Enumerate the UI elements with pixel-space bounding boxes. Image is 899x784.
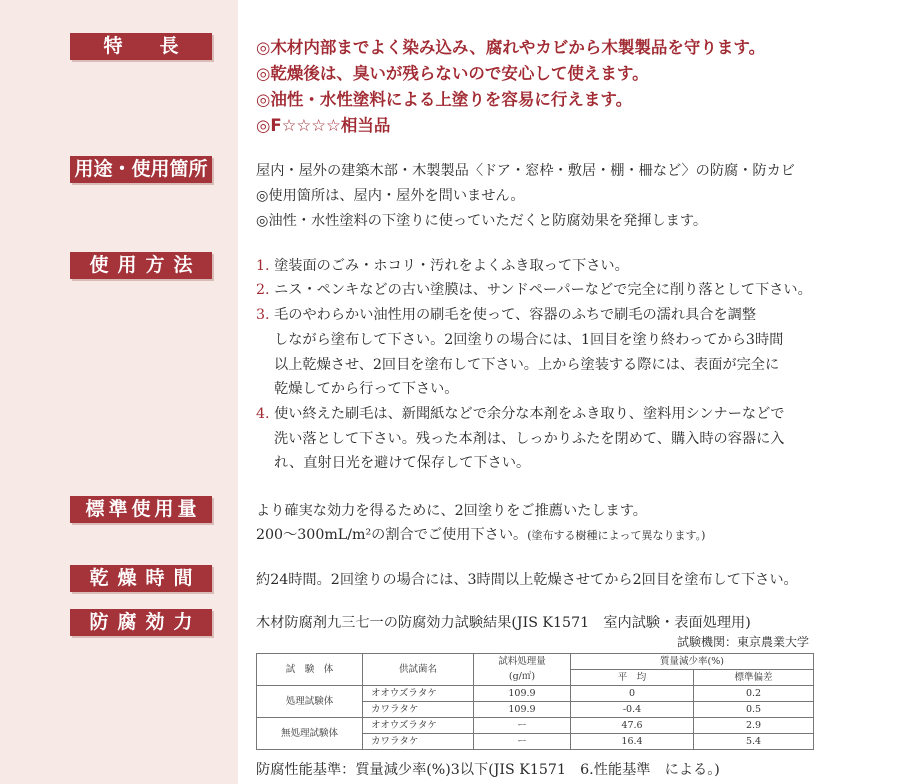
method-step-1 (256, 255, 629, 275)
header-loss: 質量減少率(%) (571, 654, 814, 670)
amount-cell: ー (474, 734, 571, 750)
step-text: 乾燥してから行って下さい。 (274, 381, 459, 397)
step-number: 3. (256, 307, 270, 323)
step-number: 4. (256, 406, 270, 422)
usage-label: 用途・使用箇所 (70, 156, 212, 183)
sd-cell: 0.5 (694, 702, 814, 718)
step-text: ニス・ペンキなどの古い塗膜は、サンドペーパーなどで完全に削り落として下さい。 (274, 282, 812, 298)
usage-line: 屋内・屋外の建築木部・木製製品〈ドア・窓枠・敷居・棚・柵など〉の防腐・防カビ (256, 163, 795, 179)
group-cell: 処理試験体 (257, 686, 363, 718)
table-row (257, 686, 814, 702)
header-sd: 標準偏差 (694, 670, 814, 686)
header-amount-unit: (g/㎡) (474, 670, 571, 686)
feature-item: ◎乾燥後は、臭いが残らないので安心して使えます。 (256, 64, 649, 83)
step-text: 塗装面のごみ・ホコリ・汚れをよくふき取って下さい。 (274, 258, 629, 274)
amount-line-2 (256, 524, 705, 544)
amount-note: (塗布する樹種によって異なります。) (527, 529, 706, 542)
efficacy-table (256, 653, 814, 750)
fungus-cell: オオウズラタケ (363, 718, 474, 734)
table-header-row (257, 654, 814, 670)
step-number: 1. (256, 258, 270, 274)
fungus-cell: カワラタケ (363, 734, 474, 750)
feature-item: ◎木材内部までよく染み込み、腐れやカビから木製製品を守ります。 (256, 38, 766, 57)
feature-item: ◎F☆☆☆☆相当品 (256, 116, 391, 135)
efficacy-label: 防腐効力 (70, 609, 212, 636)
sd-cell: 0.2 (694, 686, 814, 702)
avg-cell: 47.6 (571, 718, 694, 734)
fungus-cell: カワラタケ (363, 702, 474, 718)
efficacy-title: 木材防腐剤九三七一の防腐効力試験結果(JIS K1571 室内試験・表面処理用) (256, 615, 751, 631)
header-amount: 試料処理量 (474, 654, 571, 670)
step-text: 洗い落として下さい。残った本剤は、しっかりふたを閉めて、購入時の容器に入 (274, 431, 785, 447)
step-text: 使い終えた刷毛は、新聞紙などで余分な本剤をふき取り、塗料用シンナーなどで (274, 406, 785, 422)
efficacy-org: 試験機関：東京農業大学 (676, 635, 809, 649)
step-text: 毛のやわらかい油性用の刷毛を使って、容器のふちで刷毛の濡れ具合を調整 (274, 307, 757, 323)
features-label: 特 長 (70, 33, 212, 60)
step-text: しながら塗布して下さい。2回塗りの場合には、1回目を塗り終わってから3時間 (274, 332, 784, 348)
method-step-4 (256, 403, 784, 423)
group-cell: 無処理試験体 (257, 718, 363, 750)
header-avg: 平 均 (571, 670, 694, 686)
header-fungus: 供試菌名 (363, 654, 474, 686)
amount-rate: 200～300mL/m²の割合でご使用下さい。 (256, 527, 528, 543)
amount-label: 標準使用量 (70, 496, 212, 523)
header-specimen: 試 験 体 (257, 654, 363, 686)
usage-line: ◎油性・水性塗料の下塗りに使っていただくと防腐効果を発揮します。 (256, 213, 708, 229)
drying-text: 約24時間。2回塗りの場合には、3時間以上乾燥させてから2回目を塗布して下さい。 (256, 572, 798, 588)
avg-cell: 16.4 (571, 734, 694, 750)
usage-line: ◎使用箇所は、屋内・屋外を問いません。 (256, 188, 525, 204)
amount-cell: ー (474, 718, 571, 734)
step-text: れ、直射日光を避けて保存して下さい。 (274, 455, 531, 471)
method-label: 使用方法 (70, 252, 212, 279)
left-band (0, 0, 238, 784)
step-text: 以上乾燥させ、2回目を塗布して下さい。上から塗装する際には、表面が完全に (274, 357, 780, 373)
amount-cell: 109.9 (474, 702, 571, 718)
method-step-2 (256, 279, 812, 299)
method-step-3 (256, 304, 756, 324)
table-row (257, 718, 814, 734)
efficacy-footer: 防腐性能基準：質量減少率(%)3以下(JIS K1571 6.性能基準 による。) (256, 762, 720, 778)
step-number: 2. (256, 282, 270, 298)
feature-item: ◎油性・水性塗料による上塗りを容易に行えます。 (256, 90, 633, 109)
avg-cell: 0 (571, 686, 694, 702)
fungus-cell: オオウズラタケ (363, 686, 474, 702)
amount-cell: 109.9 (474, 686, 571, 702)
sd-cell: 2.9 (694, 718, 814, 734)
sd-cell: 5.4 (694, 734, 814, 750)
drying-label: 乾燥時間 (70, 565, 212, 592)
amount-line-1: より確実な効力を得るために、2回塗りをご推薦いたします。 (256, 503, 647, 519)
avg-cell: -0.4 (571, 702, 694, 718)
